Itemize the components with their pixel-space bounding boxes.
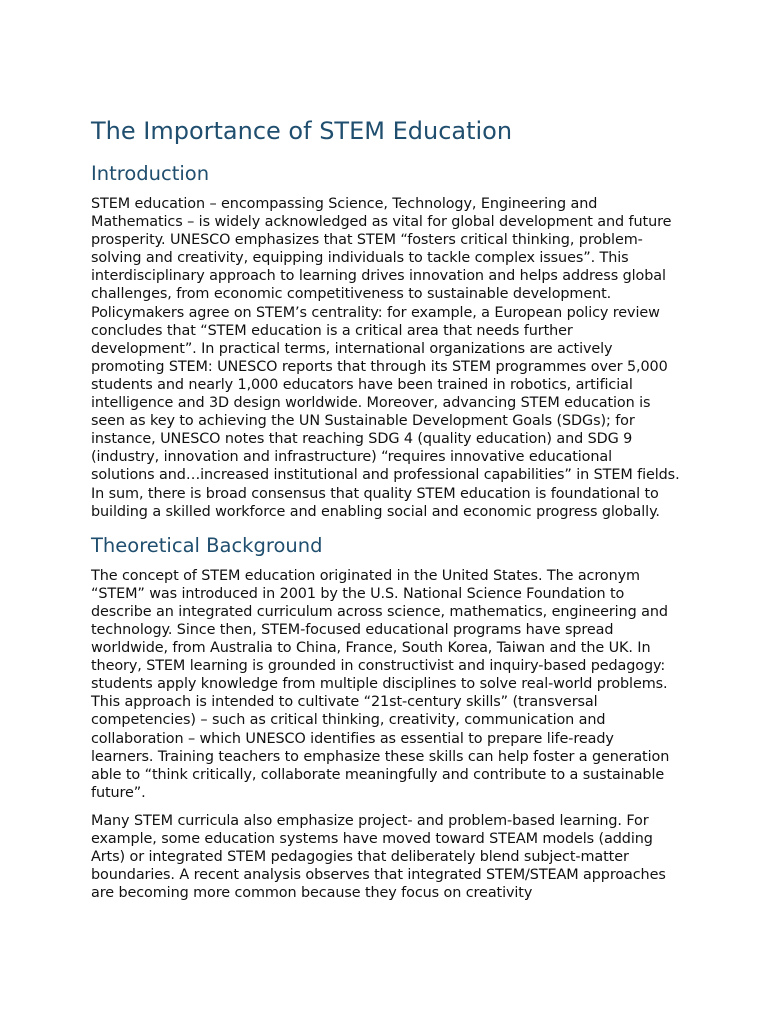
page-title: The Importance of STEM Education <box>91 117 513 145</box>
paragraph-introduction-1: STEM education – encompassing Science, Technology, Engineering and Mathematics – is widely acknowledged as vital for global development and future prosperity. UNESCO emphasizes that STEM “fosters critical thinking, problem-solving and creativity, equipping individuals to tackle complex issues”. This interdisciplinary approach to learning drives innovation and helps address global challenges, from economic competitiveness to sustainable development. Policymakers agree on STEM’s centrality: for example, a European policy review concludes that “STEM education is a critical area that needs further development”. In practical terms, international organizations are actively promoting STEM: UNESCO reports that through its STEM programmes over 5,000 students and nearly 1,000 educators have been trained in robotics, artificial intelligence and 3D design worldwide. Moreover, advancing STEM education is seen as key to achieving the UN Sustainable Development Goals (SDGs); for instance, UNESCO notes that reaching SDG 4 (quality education) and SDG 9 (industry, innovation and infrastructure) “requires innovative educational solutions and…increased institutional and professional capabilities” in STEM fields. In sum, there is broad consensus that quality STEM education is foundational to building a skilled workforce and enabling social and economic progress globally. <box>91 196 680 520</box>
section-heading-introduction: Introduction <box>91 162 210 185</box>
paragraph-theoretical-background-2: Many STEM curricula also emphasize project- and problem-based learning. For example, some education systems have moved toward STEAM models (adding Arts) or integrated STEM pedagogies that deliberately blend subject-matter boundaries. A recent analysis observes that integrated STEM/STEAM approaches are becoming more common because they focus on creativity <box>91 812 666 902</box>
paragraph-theoretical-background-1: The concept of STEM education originated in the United States. The acronym “STEM” was introduced in 2001 by the U.S. National Science Foundation to describe an integrated curriculum across science, mathematics, engineering and technology. Since then, STEM-focused educational programs have spread worldwide, from Australia to China, France, South Korea, Taiwan and the UK. In theory, STEM learning is grounded in constructivist and inquiry-based pedagogy: students apply knowledge from multiple disciplines to solve real-world problems. This approach is intended to cultivate “21st-century skills” (transversal competencies) – such as critical thinking, creativity, communication and collaboration – which UNESCO identifies as essential to prepare life-ready learners. Training teachers to emphasize these skills can help foster a generation able to “think critically, collaborate meaningfully and contribute to a sustainable future”. <box>91 567 670 801</box>
section-heading-theoretical-background: Theoretical Background <box>91 533 323 557</box>
